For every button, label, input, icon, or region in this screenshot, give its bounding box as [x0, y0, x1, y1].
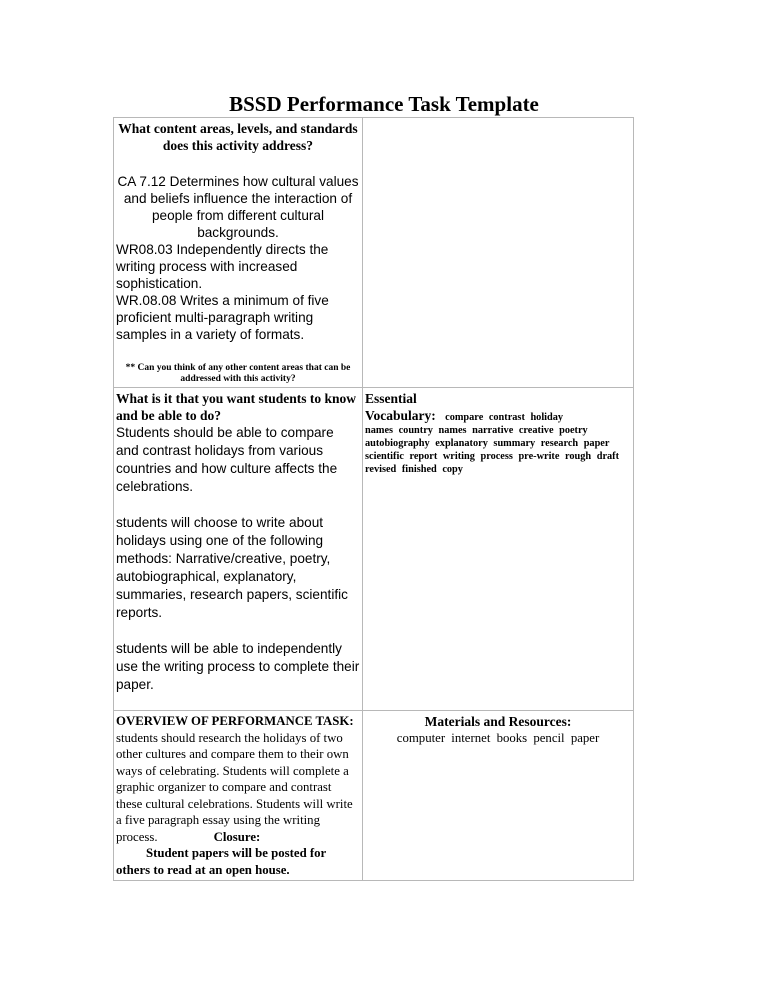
vocabulary-label: Vocabulary: [365, 408, 436, 423]
spacer [116, 694, 360, 708]
overview-body: students should research the holidays of two other cultures and compare them to their own ways of celebrating. Students will complete a graphic organizer to compare and contrast these cultural celebrations. Students will write a five paragraph essay using the writing process. [116, 730, 353, 844]
page-title: BSSD Performance Task Template [229, 92, 539, 116]
standards-cell [114, 118, 363, 388]
essential-vocabulary-cell [363, 388, 634, 711]
essential-label: Essential [365, 391, 417, 406]
overview-cell [114, 711, 363, 881]
objective-compare: Students should be able to compare and contrast holidays from various countries and how culture affects the celebrations. [116, 425, 338, 494]
closure-text: Student papers will be posted for others to read at an open house. [116, 846, 327, 877]
objective-writing-methods: students will choose to write about holidays using one of the following methods: Narrative/creative, poetry, autobiographical, explanatory, summaries, research papers, scientific reports. [116, 515, 348, 620]
vocabulary-heading [365, 407, 631, 424]
standard-ca: CA 7.12 Determines how cultural values and beliefs influence the interaction of people from different cultural backgrounds. [117, 174, 359, 240]
standards-row [114, 118, 634, 388]
overview-label: OVERVIEW OF PERFORMANCE TASK: [116, 714, 354, 728]
materials-label: Materials and Resources: [424, 714, 572, 729]
objectives-cell [114, 388, 363, 711]
other-content-areas-note: ** Can you think of any other content areas that can be addressed with this activity? [125, 363, 351, 384]
vocabulary-line-1: compare contrast holiday [445, 412, 564, 423]
standards-list [116, 173, 360, 343]
materials-cell [363, 711, 634, 881]
standard-wr-2: WR.08.08 Writes a minimum of five proficient multi-paragraph writing samples in a variety of formats. [116, 293, 329, 342]
objectives-row [114, 388, 634, 711]
vocabulary-list: names country names narrative creative poetry autobiography explanatory summary research paper scientific report writing process pre-write rough draft revised finished copy [365, 425, 620, 475]
overview-row [114, 711, 634, 881]
closure-label: Closure: [213, 829, 261, 844]
standards-empty-cell [363, 118, 634, 388]
objectives-question: What is it that you want students to know and be able to do? [116, 391, 357, 423]
task-template-table [113, 117, 634, 881]
overview-text [116, 713, 360, 845]
standards-question: What content areas, levels, and standards does this activity address? [118, 121, 358, 153]
materials-list: computer internet books pencil paper [396, 731, 600, 745]
objective-writing-process: students will be able to independently use the writing process to complete their paper. [116, 641, 360, 692]
standard-wr-1: WR08.03 Independently directs the writing process with increased sophistication. [116, 242, 329, 291]
